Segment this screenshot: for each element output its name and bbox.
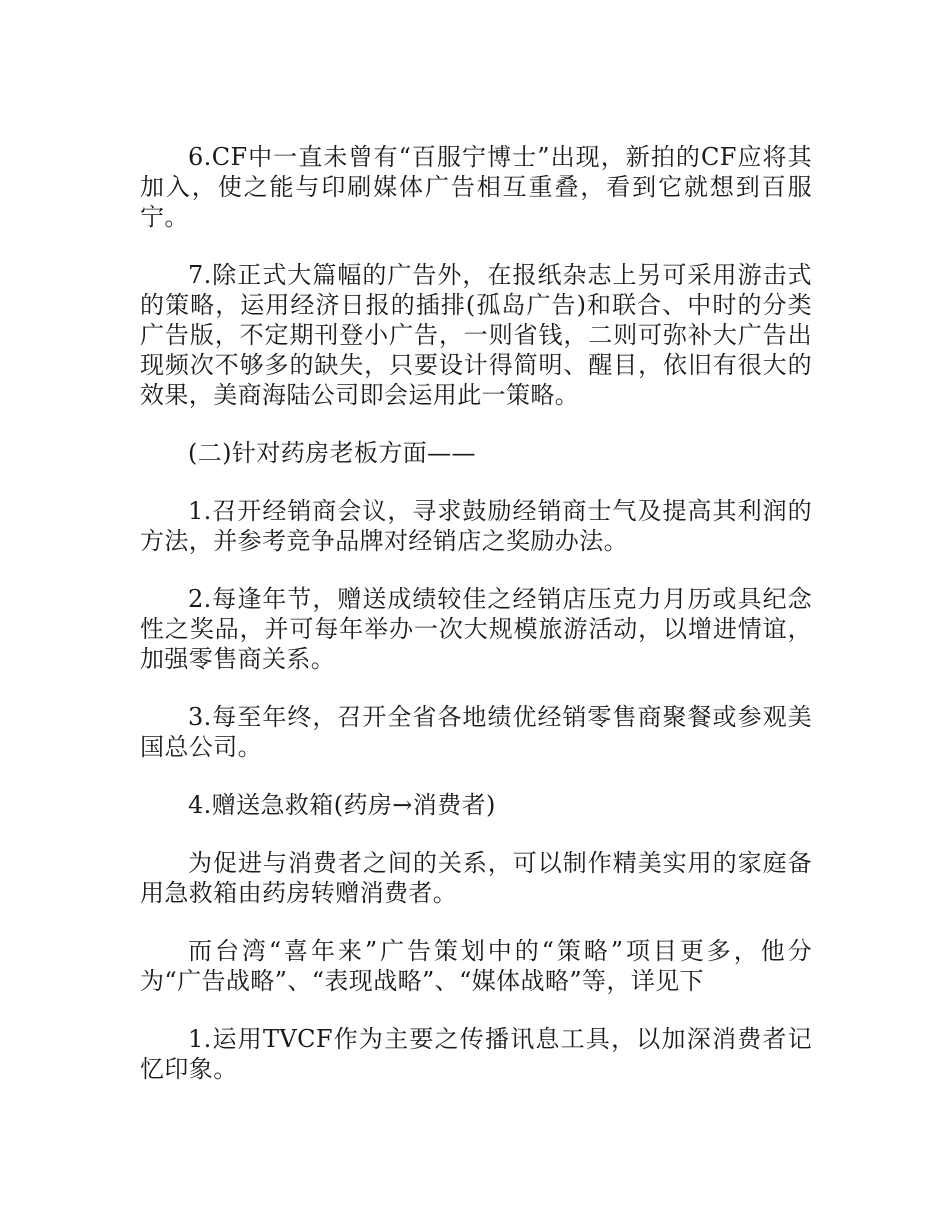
- section-heading-pharmacy-owners: (二)针对药房老板方面——: [188, 439, 476, 467]
- paragraph-tvcf: 1.运用TVCF作为主要之传播讯息工具，以加深消费者记忆印象。: [140, 1025, 812, 1083]
- paragraph-cf-doctor: 6.CF中一直未曾有“百服宁博士”出现，新拍的CF应将其加入，使之能与印刷媒体广告相互重叠，看到它就想到百服宁。: [140, 143, 812, 231]
- paragraph-holiday-gifts: 2.每逢年节，赠送成绩较佳之经销店压克力月历或具纪念性之奖品，并可每年举办一次大规模旅游活动，以增进情谊，加强零售商关系。: [140, 585, 812, 673]
- document-body: [140, 142, 812, 1112]
- paragraph-strategy-overview: 而台湾“喜年来”广告策划中的“策略”项目更多，他分为“广告战略”、“表现战略”、“媒体战略”等，详见下: [140, 937, 812, 995]
- paragraph-first-aid-kit: 4.赠送急救箱(药房→消费者): [188, 791, 496, 819]
- paragraph-dealer-meeting: 1.召开经销商会议，寻求鼓励经销商士气及提高其利润的方法，并参考竞争品牌对经销店之奖励办法。: [140, 497, 812, 555]
- paragraph-guerrilla-strategy: 7.除正式大篇幅的广告外，在报纸杂志上另可采用游击式的策略，运用经济日报的插排(孤岛广告)和联合、中时的分类广告版，不定期刊登小广告，一则省钱，二则可弥补大广告出现频次不够多的缺失，只要设计得简明、醒目，依旧有很大的效果，美商海陆公司即会运用此一策略。: [140, 261, 812, 409]
- paragraph-consumer-relations: 为促进与消费者之间的关系，可以制作精美实用的家庭备用急救箱由药房转赠消费者。: [140, 849, 812, 907]
- paragraph-year-end-dinner: 3.每至年终，召开全省各地绩优经销零售商聚餐或参观美国总公司。: [140, 703, 812, 761]
